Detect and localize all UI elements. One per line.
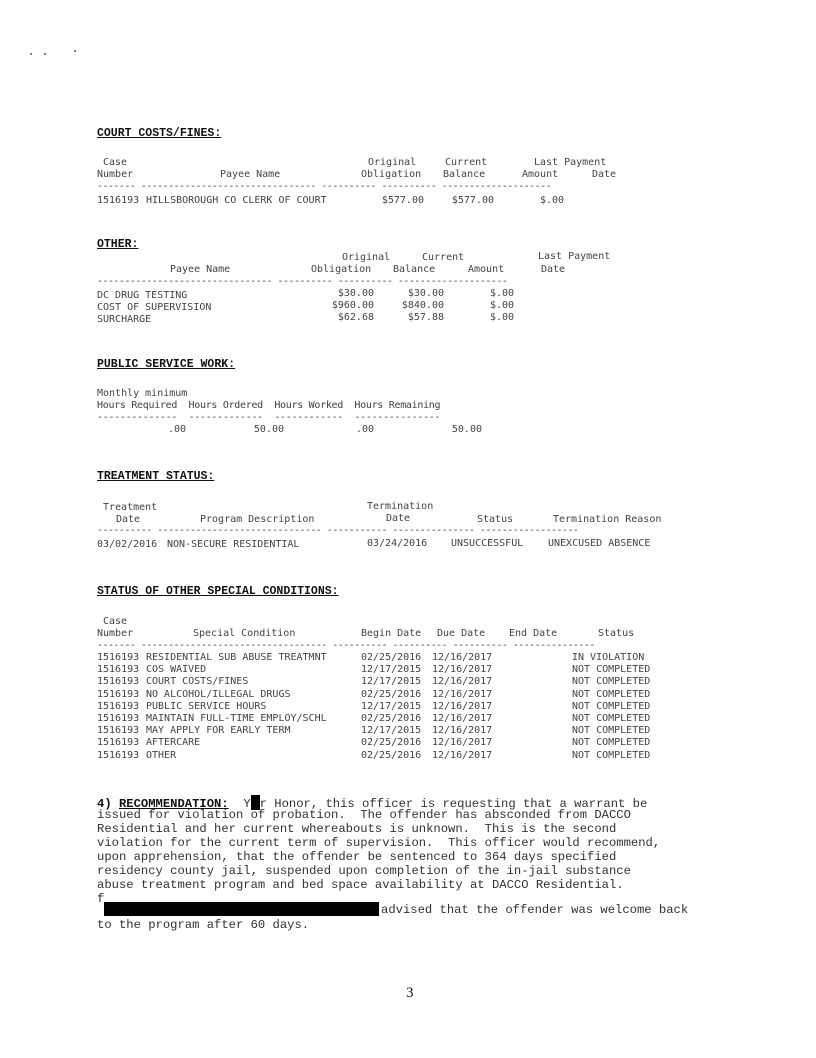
recommendation-line: abuse treatment program and bed space availability at DACCO Residential. (97, 878, 624, 892)
special-condition: MAY APPLY FOR EARLY TERM (146, 725, 291, 737)
scan-mark (44, 53, 46, 55)
page-number: 3 (406, 985, 414, 1001)
treatment-termination-reason: UNEXCUSED ABSENCE (548, 538, 651, 549)
special-case-number: 1516193 (97, 664, 140, 676)
col-header-number: Number (97, 169, 134, 180)
col-header-case: Case (103, 616, 128, 627)
col-header-original: Original (342, 252, 391, 263)
col-header-balance: Balance (393, 264, 436, 275)
col-header-obligation: Obligation (361, 169, 422, 180)
special-begin-date: 12/17/2015 (361, 725, 422, 737)
header-divider: ------- -------------------------------- ---------- ---------- -------------------- (97, 181, 552, 192)
special-case-number: 1516193 (97, 652, 140, 663)
treatment-status: UNSUCCESSFUL (451, 538, 524, 549)
recommendation-line: Residential and her current whereabouts is unknown. This is the second (97, 822, 617, 836)
treatment-termination-date: 03/24/2016 (367, 538, 428, 549)
col-header-current: Current (445, 157, 488, 168)
header-divider: -------------- ------------- ------------ --------------- (97, 412, 441, 423)
hours-remaining: 50.00 (451, 424, 482, 435)
col-header-program-description: Program Description (200, 514, 315, 525)
col-header-payee-name: Payee Name (170, 264, 231, 275)
col-header-date: Date (541, 264, 566, 275)
recommendation-line: advised that the offender was welcome back (381, 903, 689, 917)
special-begin-date: 12/17/2015 (361, 700, 422, 712)
special-case-number: 1516193 (97, 725, 140, 737)
other-last-payment-amount: $.00 (490, 300, 515, 311)
recommendation-line: violation for the current term of supervision. This officer would recommend, (97, 836, 661, 850)
special-begin-date: 02/25/2016 (361, 688, 422, 700)
recommendation-line: residency county jail, suspended upon completion of the in-jail substance (97, 864, 631, 878)
scan-mark (30, 53, 32, 55)
other-original-obligation: $960.00 (331, 300, 374, 311)
special-case-number: 1516193 (97, 676, 140, 688)
special-case-number: 1516193 (97, 749, 140, 761)
special-condition: AFTERCARE (146, 737, 201, 749)
section-heading-court-costs: COURT COSTS/FINES: (97, 127, 222, 140)
special-begin-date: 02/25/2016 (361, 749, 422, 761)
special-condition: NO ALCOHOL/ILLEGAL DRUGS (146, 688, 291, 700)
other-payee-name: DC DRUG TESTING (97, 290, 188, 301)
other-current-balance: $840.00 (401, 300, 444, 311)
court-last-payment-amount: $.00 (540, 195, 565, 206)
recommendation-line: issued for violation of probation. The offender has absconded from DACCO (97, 808, 631, 822)
col-header-status: Status (598, 628, 635, 639)
header-divider: -------------------------------- ---------- ---------- -------------------- (97, 276, 508, 287)
special-due-date: 12/16/2017 (432, 713, 493, 724)
special-case-number: 1516193 (97, 688, 140, 700)
scan-mark (74, 50, 76, 52)
special-due-date: 12/16/2017 (432, 737, 493, 749)
special-begin-date: 12/17/2015 (361, 664, 422, 676)
other-current-balance: $57.88 (407, 312, 444, 323)
section-heading-public-service-work: PUBLIC SERVICE WORK: (97, 358, 236, 371)
court-payee-name: HILLSBOROUGH CO CLERK OF COURT (146, 195, 327, 206)
col-header-begin-date: Begin Date (361, 628, 422, 639)
col-header-original: Original (368, 157, 417, 168)
special-condition: COS WAIVED (146, 664, 207, 676)
col-header-number: Number (97, 628, 134, 639)
special-due-date: 12/16/2017 (432, 749, 493, 761)
special-status: IN VIOLATION (572, 652, 645, 663)
special-status: NOT COMPLETED (572, 688, 651, 700)
section-heading-treatment-status: TREATMENT STATUS: (97, 470, 215, 483)
col-header-end-date: End Date (509, 628, 558, 639)
other-current-balance: $30.00 (407, 288, 444, 299)
special-begin-date: 02/25/2016 (361, 713, 422, 724)
treatment-program: NON-SECURE RESIDENTIAL (167, 539, 300, 550)
special-begin-date: 02/25/2016 (361, 652, 422, 663)
recommendation-line: upon apprehension, that the offender be sentenced to 364 days specified (97, 850, 617, 864)
special-begin-date: 12/17/2015 (361, 676, 422, 688)
other-original-obligation: $62.68 (337, 312, 374, 323)
col-header-current: Current (422, 252, 465, 263)
special-begin-date: 02/25/2016 (361, 737, 422, 749)
header-divider: ---------- ------------------------------ ----------- --------------- ------------------ (97, 525, 579, 536)
col-header-monthly-minimum: Monthly minimum (97, 388, 188, 399)
special-case-number: 1516193 (97, 700, 140, 712)
special-due-date: 12/16/2017 (432, 688, 493, 700)
col-header-termination-reason: Termination Reason (553, 514, 662, 525)
col-header-termination: Termination (367, 501, 434, 512)
special-due-date: 12/16/2017 (432, 700, 493, 712)
special-condition: OTHER (146, 749, 177, 761)
col-header-case: Case (103, 157, 128, 168)
treatment-date: 03/02/2016 (97, 539, 158, 550)
special-condition: COURT COSTS/FINES (146, 676, 249, 688)
recommendation-line: to the program after 60 days. (97, 918, 310, 932)
recommendation-heading: RECOMMENDATION: (118, 797, 229, 811)
court-current-balance: $577.00 (451, 195, 494, 206)
special-case-number: 1516193 (97, 713, 140, 724)
special-due-date: 12/16/2017 (432, 652, 493, 663)
section-heading-other: OTHER: (97, 238, 139, 251)
hours-ordered: 50.00 (253, 424, 284, 435)
col-header-last-payment: Last Payment (534, 157, 607, 168)
special-status: NOT COMPLETED (572, 737, 651, 749)
recommendation-text: Y (243, 797, 251, 811)
redaction-bar (104, 902, 379, 916)
special-case-number: 1516193 (97, 737, 140, 749)
col-header-last-payment: Last Payment (538, 251, 611, 262)
col-header-hours: Hours Required Hours Ordered Hours Worked Hours Remaining (97, 400, 441, 411)
special-due-date: 12/16/2017 (432, 664, 493, 676)
recommendation-line-8-prefix: f (97, 892, 105, 906)
col-header-date: Date (592, 169, 617, 180)
col-header-payee-name: Payee Name (220, 169, 281, 180)
col-header-termination-date: Date (386, 513, 411, 524)
col-header-amount: Amount (522, 169, 559, 180)
special-condition: PUBLIC SERVICE HOURS (146, 700, 267, 712)
court-case-number: 1516193 (97, 195, 140, 206)
special-status: NOT COMPLETED (572, 676, 651, 688)
col-header-treatment: Treatment (103, 502, 158, 513)
col-header-special-condition: Special Condition (193, 628, 296, 639)
special-due-date: 12/16/2017 (432, 676, 493, 688)
special-due-date: 12/16/2017 (432, 725, 493, 737)
court-original-obligation: $577.00 (381, 195, 424, 206)
special-condition: MAINTAIN FULL-TIME EMPLOY/SCHL (146, 713, 327, 724)
header-divider: ------- ---------------------------------- ---------- ---------- ---------- --------------- (97, 640, 595, 651)
col-header-obligation: Obligation (311, 264, 372, 275)
other-payee-name: COST OF SUPERVISION (97, 302, 212, 313)
other-last-payment-amount: $.00 (490, 288, 515, 299)
special-status: NOT COMPLETED (572, 700, 651, 712)
col-header-status: Status (477, 514, 514, 525)
special-status: NOT COMPLETED (572, 749, 651, 761)
special-status: NOT COMPLETED (572, 713, 651, 724)
recommendation-number: 4) (97, 797, 112, 811)
recommendation-text: r Honor, this officer is requesting that a warrant be (259, 797, 648, 811)
other-original-obligation: $30.00 (337, 288, 374, 299)
hours-required: .00 (167, 424, 186, 435)
hours-worked: .00 (355, 424, 374, 435)
col-header-balance: Balance (443, 169, 486, 180)
col-header-amount: Amount (468, 264, 505, 275)
col-header-treatment-date: Date (116, 514, 141, 525)
col-header-due-date: Due Date (437, 628, 486, 639)
special-condition: RESIDENTIAL SUB ABUSE TREATMNT (146, 652, 327, 663)
special-status: NOT COMPLETED (572, 664, 651, 676)
other-payee-name: SURCHARGE (97, 314, 152, 325)
other-last-payment-amount: $.00 (490, 312, 515, 323)
special-status: NOT COMPLETED (572, 725, 651, 737)
section-heading-special-conditions: STATUS OF OTHER SPECIAL CONDITIONS: (97, 585, 339, 598)
